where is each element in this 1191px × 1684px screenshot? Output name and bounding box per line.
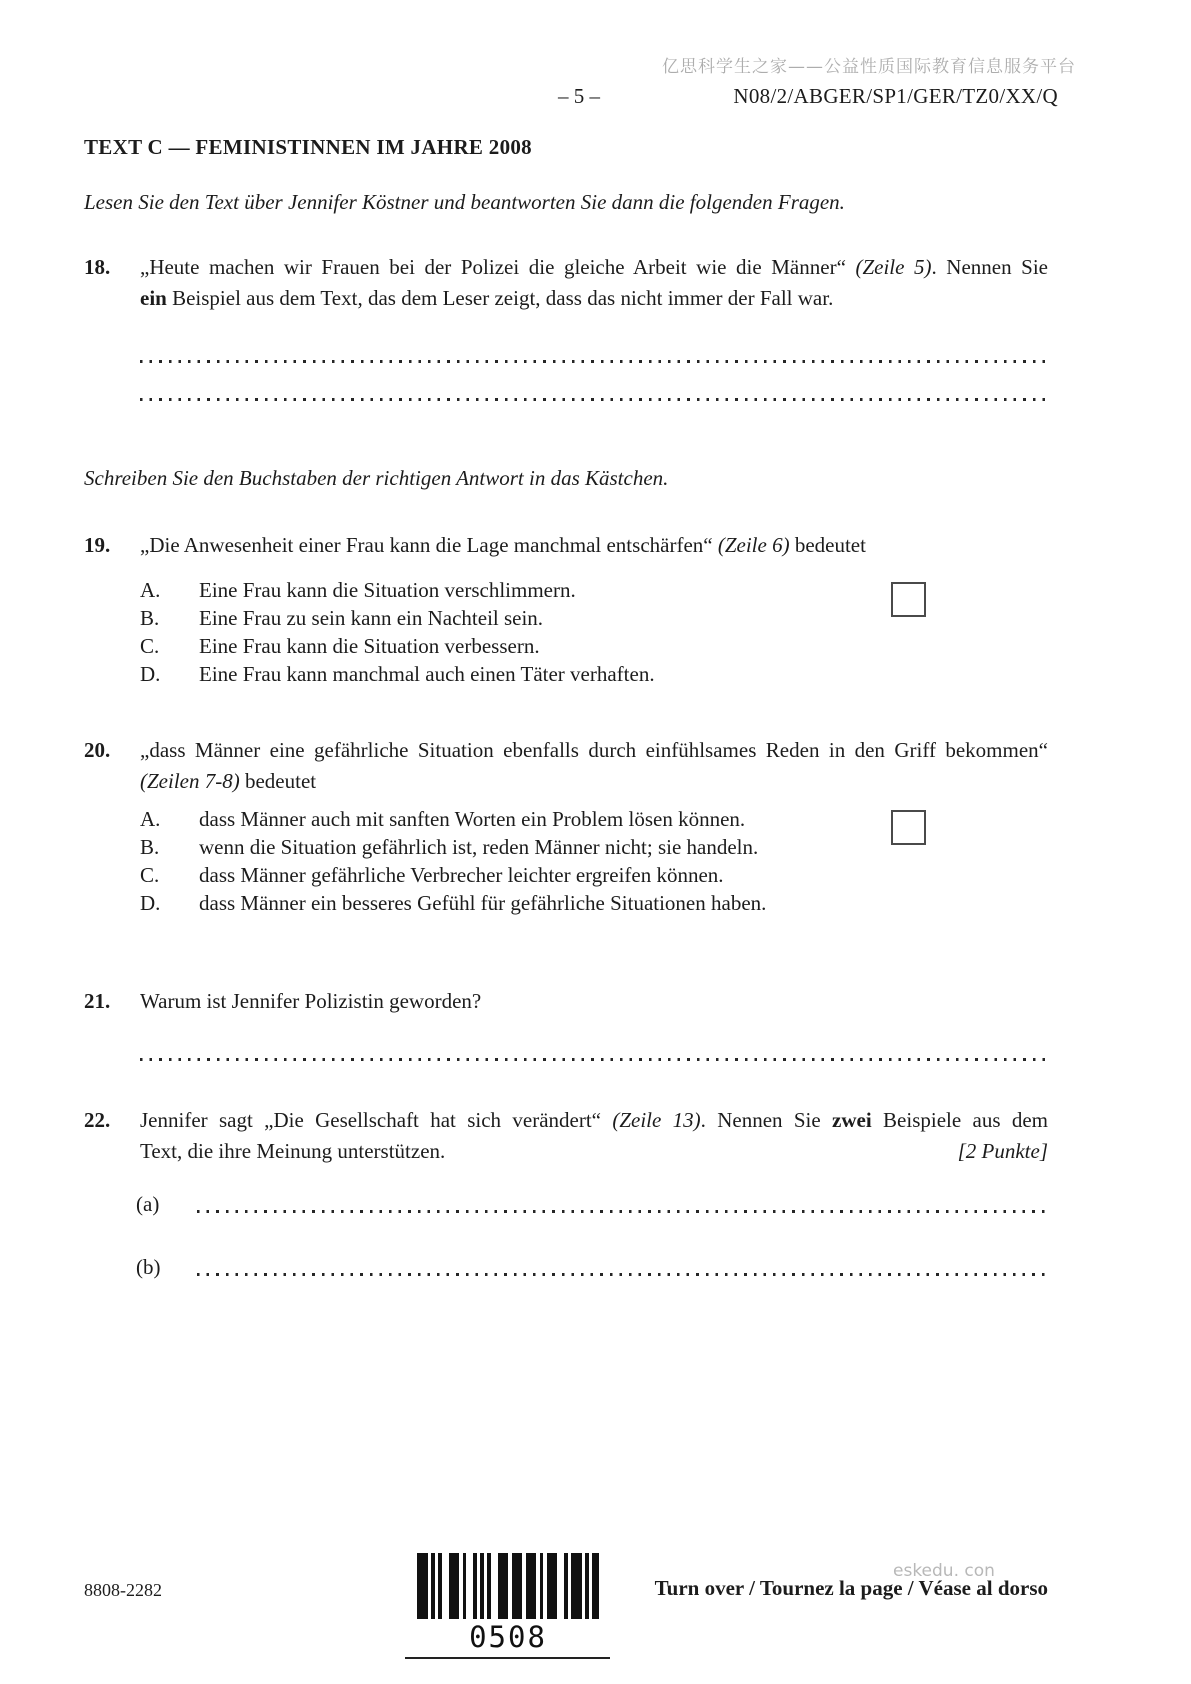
question-text: bedeutet [789, 533, 866, 557]
question-21-text [140, 986, 1048, 1017]
barcode-bar [449, 1553, 460, 1619]
line-reference: (Zeile 6) [717, 533, 790, 557]
section-title: TEXT C — FEMINISTINNEN IM JAHRE 2008 [84, 135, 532, 159]
barcode-gap [557, 1553, 564, 1619]
answer-line-q22-a[interactable] [197, 1210, 1048, 1213]
barcode-bar [547, 1553, 558, 1619]
turn-over-label: Turn over / Tournez la page / Véase al dorso [654, 1576, 1048, 1600]
question-20-text [140, 735, 1048, 797]
option-text: dass Männer ein besseres Gefühl für gefährliche Situationen haben. [199, 891, 767, 915]
option-row-c [140, 632, 1048, 660]
answer-line-q18-2[interactable] [140, 398, 1048, 401]
question-18-text [140, 252, 1048, 314]
question-22-number: 22. [84, 1108, 111, 1132]
question-22-line1 [140, 1105, 1048, 1136]
question-text: bedeutet [239, 769, 317, 793]
option-text: dass Männer auch mit sanften Worten ein Problem lösen können. [199, 807, 746, 831]
question-text: „Die Anwesenheit einer Frau kann die Lage manchmal entschärfen“ [140, 533, 718, 557]
question-text: Text, die ihre Meinung unterstützen. [140, 1139, 446, 1163]
barcode-bar [592, 1553, 599, 1619]
option-letter: C. [140, 634, 160, 658]
question-text: Jennifer sagt „Die Gesellschaft hat sich verändert“ [140, 1108, 613, 1132]
question-text: Warum ist Jennifer Polizistin geworden? [140, 989, 482, 1013]
page-number: – 5 – [558, 84, 600, 108]
answer-line-q18-1[interactable] [140, 360, 1048, 363]
option-row-c [140, 861, 1048, 889]
question-19-number: 19. [84, 533, 111, 557]
watermark-eskedu: eskedu. con [893, 1561, 995, 1581]
paper-code: N08/2/ABGER/SP1/GER/TZ0/XX/Q [733, 84, 1058, 108]
sub-answer-b-label: (b) [136, 1255, 161, 1279]
barcode-bar [512, 1553, 523, 1619]
emphasis-word: ein [140, 286, 167, 310]
option-text: dass Männer gefährliche Verbrecher leichter ergreifen können. [199, 863, 724, 887]
emphasis-word: zwei [832, 1108, 872, 1132]
question-text: . Nennen Sie [700, 1108, 833, 1132]
barcode-number: 0508 [469, 1620, 547, 1654]
question-19-text [140, 530, 1048, 561]
option-row-d [140, 889, 1048, 917]
barcode-bar [571, 1553, 582, 1619]
barcode-gap [442, 1553, 449, 1619]
question-22-text [140, 1105, 1048, 1167]
question-22-line2 [140, 1136, 1048, 1167]
option-text: Eine Frau zu sein kann ein Nachteil sein. [199, 606, 544, 630]
question-20-line2 [140, 766, 1048, 797]
option-letter: A. [140, 578, 161, 602]
question-18-number: 18. [84, 255, 111, 279]
question-text: „Heute machen wir Frauen bei der Polizei die gleiche Arbeit wie die Männer“ [140, 255, 856, 279]
option-letter: B. [140, 835, 160, 859]
mc-instruction: Schreiben Sie den Buchstaben der richtigen Antwort in das Kästchen. [84, 466, 669, 490]
answer-line-q22-b[interactable] [197, 1273, 1048, 1276]
intro-instruction: Lesen Sie den Text über Jennifer Köstner und beantworten Sie dann die folgenden Fragen. [84, 190, 845, 214]
question-text: Beispiel aus dem Text, das dem Leser zeigt, dass das nicht immer der Fall war. [166, 286, 834, 310]
line-reference: (Zeilen 7-8) [140, 769, 240, 793]
question-22 [84, 1105, 1048, 1167]
barcode-bar [498, 1553, 509, 1619]
option-letter: C. [140, 863, 160, 887]
line-reference: (Zeile 5) [855, 255, 932, 279]
watermark-chinese: 亿思科学生之家——公益性质国际教育信息服务平台 [662, 57, 1076, 77]
question-21-number: 21. [84, 989, 111, 1013]
barcode-gap [491, 1553, 498, 1619]
option-letter: A. [140, 807, 161, 831]
points-badge: [2 Punkte] [957, 1139, 1048, 1163]
question-19 [84, 530, 1048, 561]
barcode-bar [417, 1553, 428, 1619]
option-text: Eine Frau kann die Situation verschlimmern. [199, 578, 576, 602]
line-reference: (Zeile 13) [612, 1108, 701, 1132]
sub-answer-a-label: (a) [136, 1192, 160, 1216]
question-18 [84, 252, 1048, 314]
option-letter: D. [140, 891, 161, 915]
question-21 [84, 986, 1048, 1017]
question-20-line1 [140, 735, 1048, 766]
option-text: Eine Frau kann manchmal auch einen Täter verhaften. [199, 662, 655, 686]
question-text: . Nennen Sie [931, 255, 1048, 279]
option-letter: D. [140, 662, 161, 686]
question-18-line1 [140, 252, 1048, 283]
option-letter: B. [140, 606, 160, 630]
question-text: Beispiele aus dem [871, 1108, 1048, 1132]
barcode-rule [405, 1657, 610, 1659]
option-row-d [140, 660, 1048, 688]
question-18-line2 [140, 283, 1048, 314]
question-20-number: 20. [84, 738, 111, 762]
question-text: „dass Männer eine gefährliche Situation ebenfalls durch einfühlsames Reden in den Griff bekommen“ [140, 738, 1048, 762]
question-20 [84, 735, 1048, 797]
answer-box-q20[interactable] [891, 810, 926, 845]
option-text: wenn die Situation gefährlich ist, reden Männer nicht; sie handeln. [199, 835, 759, 859]
answer-box-q19[interactable] [891, 582, 926, 617]
document-code: 8808-2282 [84, 1580, 162, 1600]
barcode-bar [526, 1553, 537, 1619]
barcode [417, 1553, 599, 1619]
option-text: Eine Frau kann die Situation verbessern. [199, 634, 540, 658]
answer-line-q21[interactable] [140, 1058, 1048, 1061]
barcode-gap [466, 1553, 473, 1619]
